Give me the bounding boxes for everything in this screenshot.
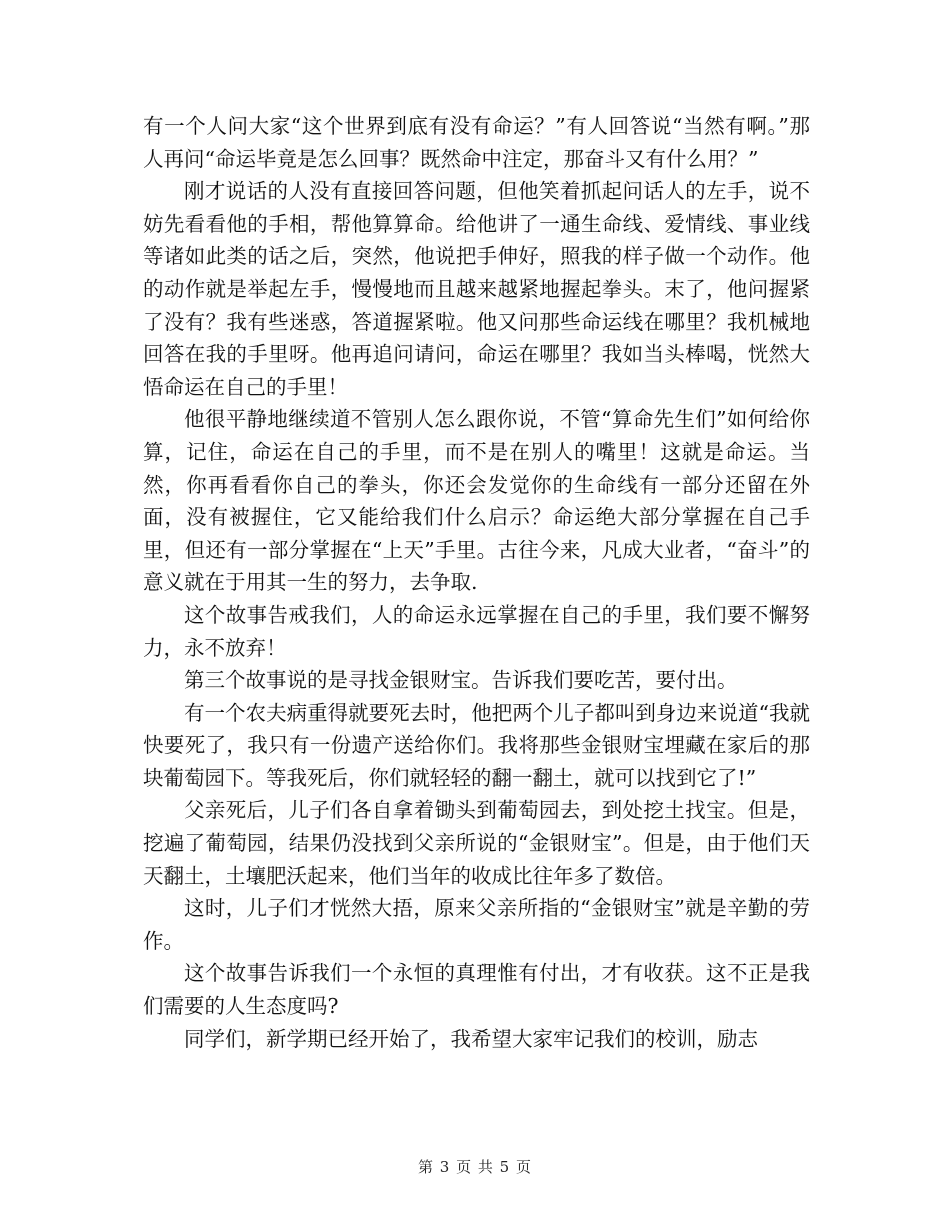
document-body: [143, 110, 810, 1055]
paragraph-7: 父亲死后，儿子们各自拿着锄头到葡萄园去，到处挖土找宝。但是，挖遍了葡萄园，结果仍没找到父亲所说的“金银财宝”。但是，由于他们天天翻土，土壤肥沃起来，他们当年的收成比往年多了数倍。: [143, 798, 810, 888]
paragraph-5: 第三个故事说的是寻找金银财宝。告诉我们要吃苦，要付出。: [184, 668, 738, 693]
paragraph-2: 刚才说话的人没有直接回答问题，但他笑着抓起问话人的左手，说不妨先看看他的手相，帮他算算命。给他讲了一通生命线、爱情线、事业线等诸如此类的话之后，突然，他说把手伸好，照我的样子做一个动作。他的动作就是举起左手，慢慢地而且越来越紧地握起拳头。末了，他问握紧了没有？我有些迷惑，答道握紧啦。他又问那些命运线在哪里？我机械地回答在我的手里呀。他再追问请问，命运在哪里？我如当头棒喝，恍然大悟命运在自己的手里！: [143, 179, 810, 399]
paragraph-1: 有一个人问大家“这个世界到底有没有命运？”有人回答说“当然有啊。”那人再问“命运毕竟是怎么回事？既然命中注定，那奋斗又有什么用？”: [143, 114, 810, 171]
page-number-footer: 第 3 页 共 5 页: [418, 1158, 532, 1176]
paragraph-4: 这个故事告戒我们，人的命运永远掌握在自己的手里，我们要不懈努力，永不放弃！: [143, 602, 810, 660]
paragraph-10: 同学们，新学期已经开始了，我希望大家牢记我们的校训，励志: [184, 1026, 758, 1051]
paragraph-3: 他很平静地继续道不管别人怎么跟你说，不管“算命先生们”如何给你算，记住，命运在自己的手里，而不是在别人的嘴里！这就是命运。当然，你再看看你自己的拳头，你还会发觉你的生命线有一部分还留在外面，没有被握住，它又能给我们什么启示？命运绝大部分掌握在自己手里，但还有一部分掌握在“上天”手里。古往今来，凡成大业者，“奋斗”的意义就在于用其一生的努力，去争取.: [143, 407, 810, 595]
paragraph-8: 这时，儿子们才恍然大捂，原来父亲所指的“金银财宝”就是辛勤的劳作。: [143, 896, 810, 953]
paragraph-6: 有一个农夫病重得就要死去时，他把两个儿子都叫到身边来说道“我就快要死了，我只有一份遗产送给你们。我将那些金银财宝埋藏在家后的那块葡萄园下。等我死后，你们就轻轻的翻一翻土，就可以找到它了!”: [143, 700, 810, 790]
paragraph-9: 这个故事告诉我们一个永恒的真理惟有付出，才有收获。这不正是我们需要的人生态度吗?: [143, 961, 810, 1019]
